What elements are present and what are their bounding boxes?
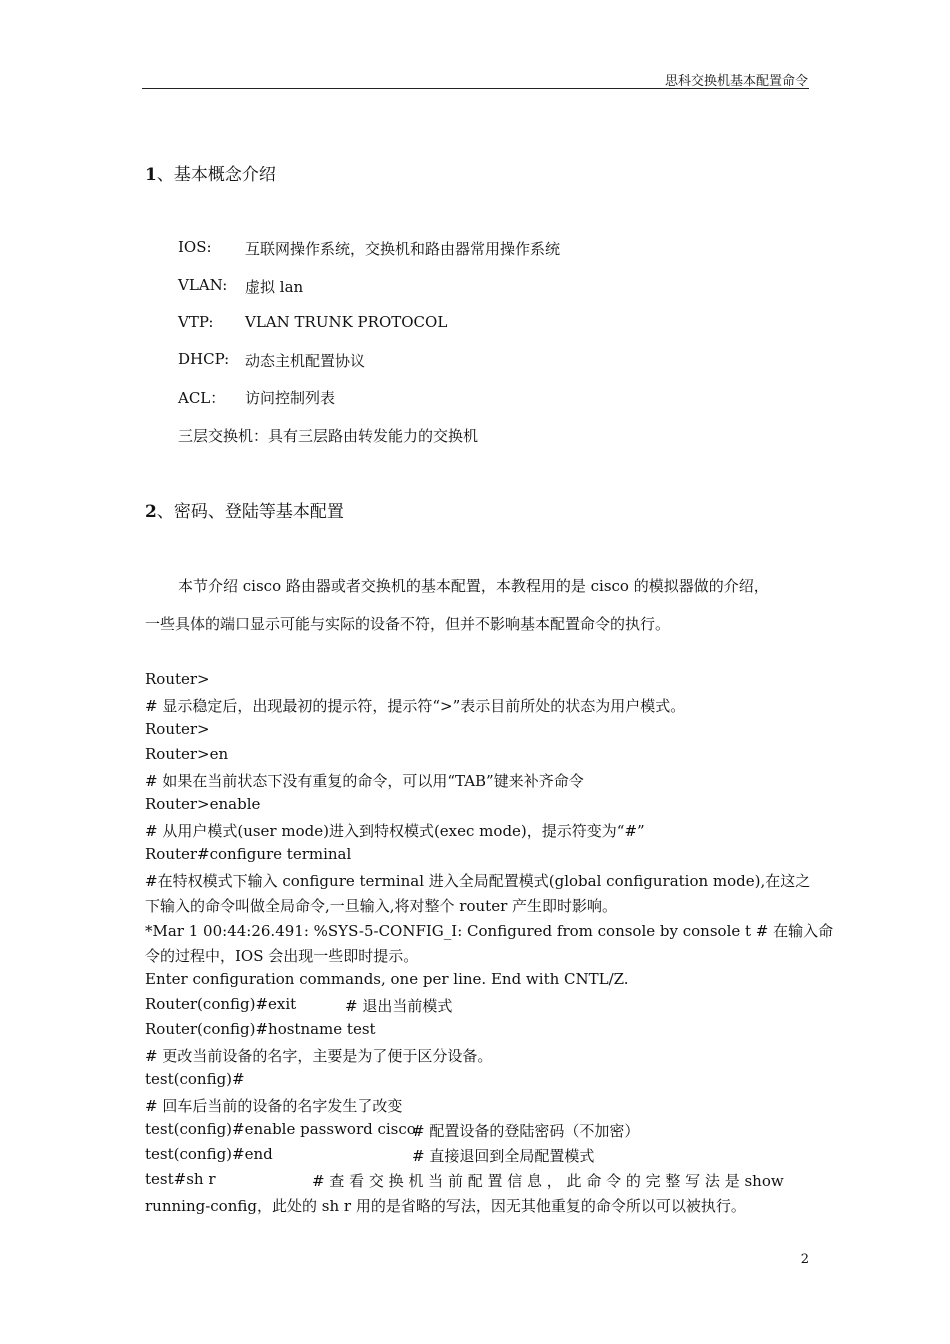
command-comment: # 直接退回到全局配置模式 [412,1147,595,1165]
command-line: test(config)#enable password cisco [145,1120,416,1138]
text-line: Router>enable [145,795,261,813]
text-line: running-config，此处的 sh r 用的是省略的写法，因无其他重复的命令所以可以被执行。 [145,1197,746,1215]
command-line: test#sh r [145,1170,216,1188]
command-comment: # 退出当前模式 [345,997,453,1015]
section-1-heading: 1、基本概念介绍 [145,165,276,185]
text-line: *Mar 1 00:44:26.491: %SYS-5-CONFIG_I: Configured from console by console t # 在输入命 [145,922,834,940]
def-desc-dhcp: 动态主机配置协议 [245,352,366,370]
def-desc-vlan: 虚拟 lan [245,278,304,296]
command-comment: # 查 看 交 换 机 当 前 配 置 信 息 ， 此 命 令 的 完 整 写 法 是 show [312,1172,784,1190]
command-line: test(config)#end [145,1145,273,1163]
text-line: Router>en [145,745,229,763]
text-line: Router> [145,670,210,688]
text-line: Router> [145,720,210,738]
command-line: # 回车后当前的设备的名字发生了改变 [145,1097,403,1115]
def-term-vtp: VTP: [178,313,214,331]
text-line: # 如果在当前状态下没有重复的命令，可以用“TAB”键来补齐命令 [145,772,584,790]
def-term-dhcp: DHCP: [178,350,230,368]
section-2-heading: 2、密码、登陆等基本配置 [145,502,344,522]
def-desc-acl: 访问控制列表 [245,389,336,407]
def-layer3-switch: 三层交换机：具有三层路由转发能力的交换机 [178,427,479,445]
def-term-vlan: VLAN: [178,276,228,294]
header-divider [142,88,809,89]
intro-line-1: 本节介绍 cisco 路由器或者交换机的基本配置，本教程用的是 cisco 的模拟器做的介绍， [178,577,769,595]
text-line: # 显示稳定后，出现最初的提示符，提示符“>”表示目前所处的状态为用户模式。 [145,697,686,715]
command-line: # 更改当前设备的名字，主要是为了便于区分设备。 [145,1047,493,1065]
command-line: test(config)# [145,1070,245,1088]
page-header-title: 思科交换机基本配置命令 [664,74,808,89]
command-line: Router(config)#exit [145,995,297,1013]
def-term-ios: IOS: [178,238,212,256]
text-line: #在特权模式下输入 configure terminal 进入全局配置模式(global configuration mode),在这之 [145,872,811,890]
text-line: 令的过程中，IOS 会出现一些即时提示。 [145,947,419,965]
text-line: 下输入的命令叫做全局命令,一旦输入,将对整个 router 产生即时影响。 [145,897,618,915]
command-comment: # 配置设备的登陆密码（不加密） [412,1122,640,1140]
command-line: Router(config)#hostname test [145,1020,376,1038]
def-desc-ios: 互联网操作系统，交换机和路由器常用操作系统 [245,240,561,258]
intro-line-2: 一些具体的端口显示可能与实际的设备不符，但并不影响基本配置命令的执行。 [145,615,671,633]
page-number: 2 [800,1252,809,1267]
def-desc-vtp: VLAN TRUNK PROTOCOL [245,313,448,331]
text-line: # 从用户模式(user mode)进入到特权模式(exec mode)，提示符变为“#” [145,822,645,840]
text-line: Router#configure terminal [145,845,352,863]
text-line: Enter configuration commands, one per line. End with CNTL/Z. [145,970,629,988]
def-term-acl: ACL： [178,389,226,407]
